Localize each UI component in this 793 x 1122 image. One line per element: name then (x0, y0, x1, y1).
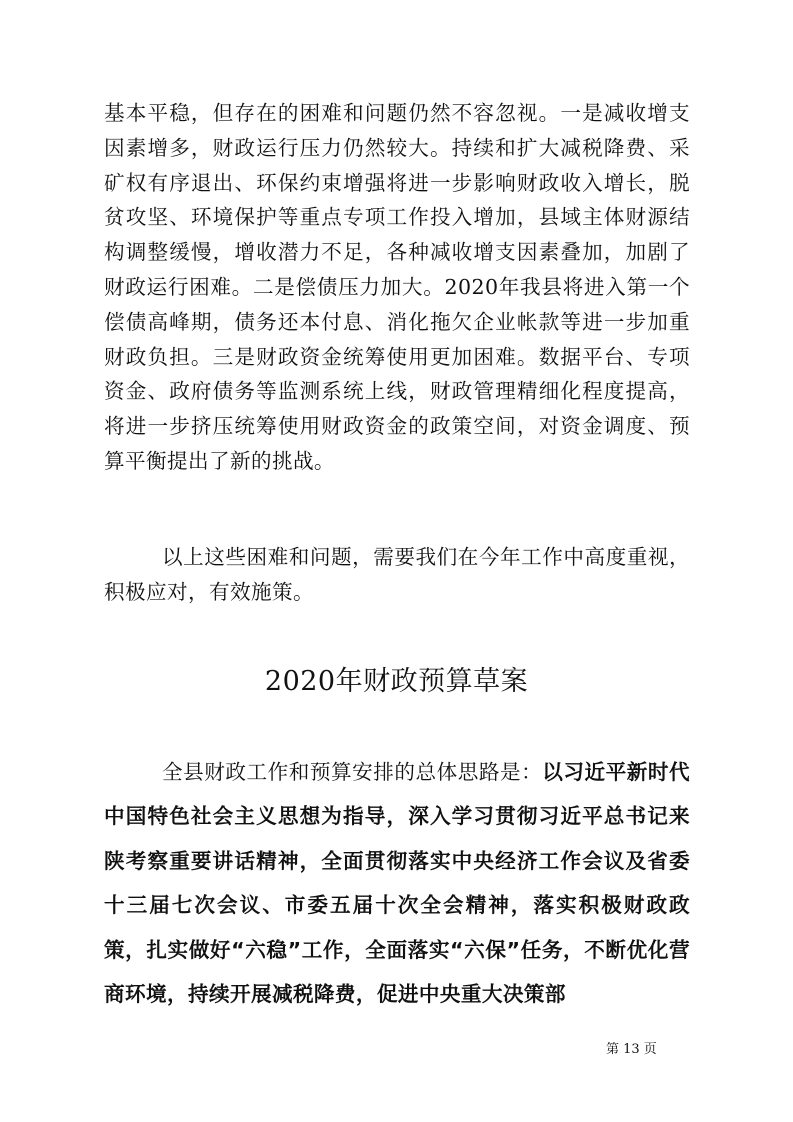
body-paragraph-1: 基本平稳，但存在的困难和问题仍然不容忽视。一是减收增支因素增多，财政运行压力仍然较大。持续和扩大减税降费、采矿权有序退出、环保约束增强将进一步影响财政收入增长，脱贫攻坚、环境保护等重点专项工作投入增加，县域主体财源结构调整缓慢，增收潜力不足，各种减收增支因素叠加，加剧了财政运行困难。二是偿债压力加大。2020年我县将进入第一个偿债高峰期，债务还本付息、消化拖欠企业帐款等进一步加重财政负担。三是财政资金统筹使用更加困难。数据平台、专项资金、政府债务等监测系统上线，财政管理精细化程度提高，将进一步挤压统筹使用财政资金的政策空间，对资金调度、预算平衡提出了新的挑战。 (104, 101, 690, 473)
paragraph-lead-text: 全县财政工作和预算安排的总体思路是： (162, 760, 543, 784)
paragraph-bold-text: 以习近平新时代中国特色社会主义思想为指导，深入学习贯彻习近平总书记来陕考察重要讲话精神，全面贯彻落实中央经济工作会议及省委十三届七次会议、市委五届十次全会精神，落实积极财政政策，扎实做好“六稳”工作，全面落实“六保”任务，不断优化营商环境，持续开展减税降费，促进中央重大决策部 (104, 760, 690, 1007)
section-heading: 2020年财政预算草案 (264, 666, 529, 697)
body-paragraph-3 (104, 750, 690, 1016)
page-number: 第 13 页 (606, 1042, 657, 1057)
body-paragraph-2: 以上这些困难和问题，需要我们在今年工作中高度重视，积极应对，有效施策。 (104, 545, 690, 604)
